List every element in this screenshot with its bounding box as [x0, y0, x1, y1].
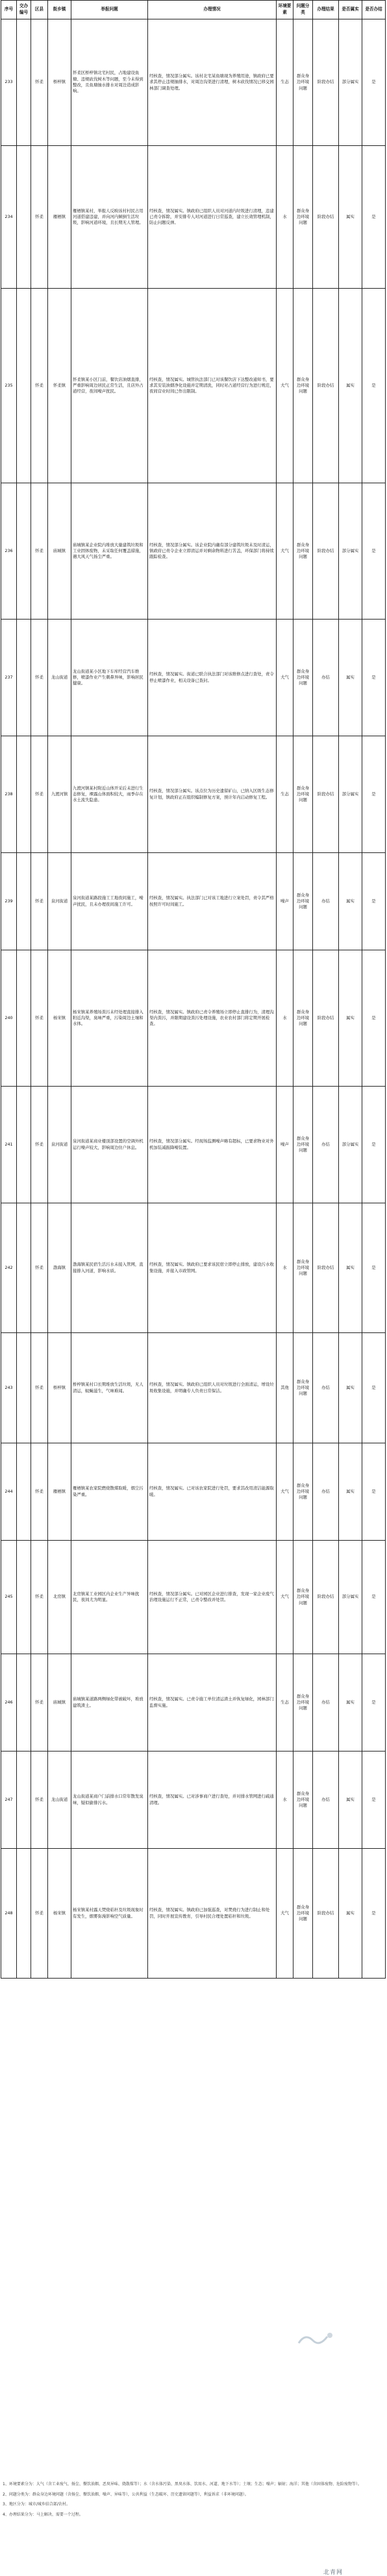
cell-outcome: 阶段办结: [313, 146, 339, 289]
cell-result: 经核查，情况部分属实。该村北宅某鱼塘现为养殖用途，镇政府已要求其停止违规抽排水，对周边沟渠进行清理，树木砍伐情况已移交园林部门调查处理。: [148, 19, 277, 146]
cell-street: 杨宋镇: [48, 950, 71, 1087]
table-row: [1, 19, 386, 146]
cell-real: 属实: [339, 1654, 362, 1751]
table-row: [1, 1654, 386, 1751]
cell-report: 怀柔区桥梓镇北宅村民，占地建设鱼塘、违规砍伐树木等问题，至今未得到整改，且鱼塘抽水排水对周边造成影响。: [71, 19, 148, 146]
cell-real: 属实: [339, 1203, 362, 1333]
cell-real: 属实: [339, 1849, 362, 1979]
cell-result: 经核查，情况属实。街道已联合执法部门对该维修点进行查处，责令停止喷漆作业，相关设备已查封。: [148, 620, 277, 736]
cell-element: 大气: [277, 1443, 293, 1541]
cell-code: [17, 1849, 31, 1979]
cell-region: 怀柔: [31, 853, 48, 950]
header-row: [1, 1, 386, 19]
handling-table: [1, 0, 386, 1979]
cell-done: 是: [362, 736, 386, 853]
cell-done: 是: [362, 1541, 386, 1654]
cell-street: 庙城镇: [48, 1654, 71, 1751]
cell-no: 242: [1, 1203, 17, 1333]
cell-report: 龙山街道某商户门前排水口常年散发臭味，疑似偷排污水。: [71, 1751, 148, 1849]
cell-region: 怀柔: [31, 736, 48, 853]
cell-street: 雁栖镇: [48, 1443, 71, 1541]
cell-type: 群众身边环境问题: [293, 1849, 313, 1979]
cell-code: [17, 853, 31, 950]
cell-street: 九渡河镇: [48, 736, 71, 853]
cell-type: 群众身边环境问题: [293, 736, 313, 853]
cell-code: [17, 1087, 31, 1203]
col-header-result: 办理情况: [148, 1, 277, 19]
cell-element: 大气: [277, 1849, 293, 1979]
cell-code: [17, 1203, 31, 1333]
col-header-street: 街乡镇: [48, 1, 71, 19]
table-row: [1, 1333, 386, 1443]
table-row: [1, 736, 386, 853]
cell-type: 群众身边环境问题: [293, 620, 313, 736]
cell-real: 属实: [339, 1443, 362, 1541]
cell-real: 属实: [339, 1333, 362, 1443]
cell-code: [17, 1541, 31, 1654]
cell-report: 渤海镇某民宿生活污水未接入管网，直接排入河道，影响水质。: [71, 1203, 148, 1333]
cell-type: 群众身边环境问题: [293, 289, 313, 483]
col-header-done: 是否办结: [362, 1, 386, 19]
table-row: [1, 950, 386, 1087]
col-header-region: 区县: [31, 1, 48, 19]
cell-region: 怀柔: [31, 1849, 48, 1979]
cell-done: 是: [362, 19, 386, 146]
cell-street: 怀柔镇: [48, 289, 71, 483]
cell-region: 怀柔: [31, 483, 48, 620]
cell-outcome: 阶段办结: [313, 736, 339, 853]
cell-type: 群众身边环境问题: [293, 1203, 313, 1333]
cell-outcome: 阶段办结: [313, 1203, 339, 1333]
cell-code: [17, 146, 31, 289]
cell-street: 龙山街道: [48, 620, 71, 736]
cell-result: 经核查，情况部分属实。该点位为历史遗留矿山，已纳入区级生态修复计划，镇政府正在组织编制修复方案，预计年内启动修复工程。: [148, 736, 277, 853]
cell-region: 怀柔: [31, 146, 48, 289]
cell-no: 233: [1, 19, 17, 146]
cell-result: 经核查，情况属实。已对该农家院进行处罚，要求其改用清洁能源取暖。: [148, 1443, 277, 1541]
cell-report: 泉河街道某商业楼顶部设置的空调外机运行噪声较大，影响周边住户休息。: [71, 1087, 148, 1203]
cell-result: 经核查，情况属实。镇政府已责令养殖场立即停止直排行为，清理沟渠内粪污，并限期建设粪污处理设施，农业农村部门将定期开展检查。: [148, 950, 277, 1087]
cell-street: 桥梓镇: [48, 1333, 71, 1443]
cell-report: 怀柔镇某小区门前，餐饮店油烟直排，严重影响周边居民正常生活，且店外占道经营，夜间噪声扰民。: [71, 289, 148, 483]
cell-type: 群众身边环境问题: [293, 1333, 313, 1443]
cell-report: 雁栖镇某农家院燃烧散煤取暖，烟尘污染严重。: [71, 1443, 148, 1541]
table-body: [1, 19, 386, 1979]
cell-done: 是: [362, 620, 386, 736]
cell-code: [17, 1751, 31, 1849]
watermark-logo-icon: [293, 2329, 339, 2351]
cell-real: 属实: [339, 620, 362, 736]
cell-street: 雁栖镇: [48, 146, 71, 289]
footnote-item: 3、地区分为：城市/城乡结合部/农村。: [3, 2502, 70, 2507]
cell-outcome: 办结: [313, 1654, 339, 1751]
cell-street: 龙山街道: [48, 1751, 71, 1849]
cell-real: 部分属实: [339, 1541, 362, 1654]
cell-region: 怀柔: [31, 1751, 48, 1849]
cell-type: 群众身边环境问题: [293, 1443, 313, 1541]
cell-report: 杨宋镇某村露天焚烧秸秆及垃圾现象时有发生，烟雾弥漫影响空气质量。: [71, 1849, 148, 1979]
cell-street: 泉河街道: [48, 853, 71, 950]
cell-type: 群众身边环境问题: [293, 19, 313, 146]
cell-real: 属实: [339, 950, 362, 1087]
cell-done: 是: [362, 146, 386, 289]
cell-outcome: 阶段办结: [313, 1541, 339, 1654]
cell-region: 怀柔: [31, 1654, 48, 1751]
cell-type: 群众身边环境问题: [293, 853, 313, 950]
cell-no: 238: [1, 736, 17, 853]
cell-type: 群众身边环境问题: [293, 1087, 313, 1203]
cell-element: 噪声: [277, 853, 293, 950]
cell-real: 部分属实: [339, 1087, 362, 1203]
footnote-item: 1、环境要素分为：大气（含工业废气、扬尘、餐饮油烟、恶臭异味、烧散煤等）；水（含水体污染、黑臭水体、饮用水、河道、地下水等）；土壤；生态；噪声；辐射；海洋；其他（含固体废物、危险废物等）。: [3, 2482, 362, 2486]
col-header-element: 环境要素: [277, 1, 293, 19]
cell-region: 怀柔: [31, 1333, 48, 1443]
cell-no: 236: [1, 483, 17, 620]
cell-no: 243: [1, 1333, 17, 1443]
table-row: [1, 1443, 386, 1541]
cell-street: 泉河街道: [48, 1087, 71, 1203]
cell-report: 北房镇某工业园区内企业生产异味扰民，夜间尤为明显。: [71, 1541, 148, 1654]
cell-street: 庙城镇: [48, 483, 71, 620]
table-row: [1, 1203, 386, 1333]
cell-element: 水: [277, 1751, 293, 1849]
cell-no: 245: [1, 1541, 17, 1654]
cell-element: 大气: [277, 483, 293, 620]
cell-street: 桥梓镇: [48, 19, 71, 146]
cell-report: 庙城镇某道路两侧绿化带被破坏，堆放建筑渣土。: [71, 1654, 148, 1751]
col-header-code: 交办编号: [17, 1, 31, 19]
cell-type: 群众身边环境问题: [293, 950, 313, 1087]
cell-code: [17, 289, 31, 483]
cell-real: 部分属实: [339, 483, 362, 620]
cell-code: [17, 483, 31, 620]
cell-region: 怀柔: [31, 1087, 48, 1203]
cell-element: 水: [277, 146, 293, 289]
cell-region: 怀柔: [31, 1203, 48, 1333]
footnote-item: 4、办理结果分为：马上解决、需要一个过程。: [3, 2512, 83, 2517]
cell-result: 经核查，情况部分属实。该企业院内确有部分建筑垃圾未及时清运，镇政府已责令企业立即清运并对剩余物料进行苫盖，环保部门将持续跟踪检查。: [148, 483, 277, 620]
cell-region: 怀柔: [31, 1443, 48, 1541]
footnote-item: 2、问题分类为：群众身边环境问题（含扬尘、餐饮油烟、噪声、异味等），公共利益（生态破坏、历史遗留问题等），利益诉求（非环境问题）。: [3, 2492, 249, 2497]
cell-no: 247: [1, 1751, 17, 1849]
cell-real: 属实: [339, 1751, 362, 1849]
cell-code: [17, 1333, 31, 1443]
cell-no: 234: [1, 146, 17, 289]
cell-no: 237: [1, 620, 17, 736]
cell-result: 经核查，情况属实。镇政府已要求该民宿立即停止排放，建设污水收集设施，并接入市政管网。: [148, 1203, 277, 1333]
cell-element: 大气: [277, 620, 293, 736]
cell-street: 渤海镇: [48, 1203, 71, 1333]
col-header-report: 举报问题: [71, 1, 148, 19]
cell-element: 水: [277, 1203, 293, 1333]
cell-outcome: 办结: [313, 1333, 339, 1443]
cell-report: 雁栖镇某村，举报人反映该村村民占用河道搭建违建，并向河内倾倒生活垃圾，影响河道环境，且长期无人管理。: [71, 146, 148, 289]
cell-region: 怀柔: [31, 289, 48, 483]
cell-done: 是: [362, 950, 386, 1087]
cell-report: 龙山街道某小区地下车库经营汽车维修，喷漆作业产生刺鼻异味，影响居民健康。: [71, 620, 148, 736]
cell-result: 经核查，情况属实。镇政府已组织人员对垃圾进行全面清运，增设垃圾收集设施，并明确专人负责日常保洁。: [148, 1333, 277, 1443]
cell-element: 大气: [277, 289, 293, 483]
cell-done: 是: [362, 1849, 386, 1979]
cell-region: 怀柔: [31, 19, 48, 146]
cell-result: 经核查，情况部分属实。经现场监测噪声略有超标，已要求物业对外机加装减振降噪装置。: [148, 1087, 277, 1203]
cell-outcome: 办结: [313, 1443, 339, 1541]
cell-element: 生态: [277, 1654, 293, 1751]
table-row: [1, 289, 386, 483]
cell-real: 属实: [339, 146, 362, 289]
table-row: [1, 1541, 386, 1654]
table-row: [1, 483, 386, 620]
cell-type: 群众身边环境问题: [293, 146, 313, 289]
cell-element: 生态: [277, 19, 293, 146]
cell-element: 生态: [277, 736, 293, 853]
cell-no: 239: [1, 853, 17, 950]
cell-outcome: 办结: [313, 853, 339, 950]
cell-code: [17, 620, 31, 736]
cell-real: 部分属实: [339, 736, 362, 853]
cell-code: [17, 950, 31, 1087]
cell-street: 北房镇: [48, 1541, 71, 1654]
cell-done: 是: [362, 1203, 386, 1333]
cell-outcome: 阶段办结: [313, 1849, 339, 1979]
cell-outcome: 办结: [313, 1087, 339, 1203]
cell-street: 杨宋镇: [48, 1849, 71, 1979]
cell-done: 是: [362, 853, 386, 950]
cell-no: 241: [1, 1087, 17, 1203]
cell-result: 经核查，情况属实。城管执法部门已对该餐饮店下达整改通知书，要求其安装油烟净化设施并定期清洗，同时对占道经营行为进行规范，夜间营业时间已作出限制。: [148, 289, 277, 483]
cell-no: 246: [1, 1654, 17, 1751]
watermark-brand: 北青网: [323, 2570, 343, 2576]
cell-result: 经核查，情况属实。已对涉事商户进行查处，并对排水管网进行疏通清理。: [148, 1751, 277, 1849]
cell-no: 248: [1, 1849, 17, 1979]
cell-type: 群众身边环境问题: [293, 483, 313, 620]
footnotes: [3, 2481, 384, 2522]
cell-result: 经核查，情况部分属实。已对园区企业进行排查，发现一家企业废气治理设施运行不正常，已责令整改并处罚。: [148, 1541, 277, 1654]
cell-outcome: 办结: [313, 620, 339, 736]
cell-region: 怀柔: [31, 950, 48, 1087]
cell-outcome: 阶段办结: [313, 950, 339, 1087]
cell-element: 其他: [277, 1333, 293, 1443]
cell-report: 杨宋镇某养殖场粪污未经处理直接排入附近沟渠，臭味严重，污染周边土壤和水体。: [71, 950, 148, 1087]
cell-done: 是: [362, 1654, 386, 1751]
cell-real: 属实: [339, 853, 362, 950]
col-header-type: 问题分类: [293, 1, 313, 19]
cell-result: 经核查，情况属实。已责令施工单位清运渣土并恢复绿化，园林部门监督实施。: [148, 1654, 277, 1751]
cell-no: 240: [1, 950, 17, 1087]
cell-code: [17, 19, 31, 146]
cell-element: 大气: [277, 1541, 293, 1654]
col-header-outcome: 办理结果: [313, 1, 339, 19]
cell-result: 经核查，情况属实。镇政府已加强巡查，对焚烧行为进行制止和处罚，同时开展宣传教育，引导村民合理处置秸秆和垃圾。: [148, 1849, 277, 1979]
cell-done: 是: [362, 1333, 386, 1443]
table-row: [1, 1849, 386, 1979]
table-row: [1, 146, 386, 289]
cell-done: 是: [362, 289, 386, 483]
cell-done: 是: [362, 483, 386, 620]
cell-type: 群众身边环境问题: [293, 1541, 313, 1654]
cell-report: 庙城镇某企业院内堆放大量建筑垃圾和工业固体废物，未采取任何覆盖措施，遇大风天气扬尘严重。: [71, 483, 148, 620]
cell-type: 群众身边环境问题: [293, 1751, 313, 1849]
cell-outcome: 办结: [313, 1751, 339, 1849]
cell-real: 属实: [339, 289, 362, 483]
cell-outcome: 阶段办结: [313, 19, 339, 146]
cell-type: 群众身边环境问题: [293, 1654, 313, 1751]
cell-code: [17, 1443, 31, 1541]
col-header-real: 是否属实: [339, 1, 362, 19]
cell-region: 怀柔: [31, 620, 48, 736]
cell-code: [17, 736, 31, 853]
cell-no: 244: [1, 1443, 17, 1541]
col-header-no: 序号: [1, 1, 17, 19]
cell-report: 泉河街道某路段施工工地夜间施工，噪声扰民，且未办理夜间施工许可。: [71, 853, 148, 950]
cell-report: 桥梓镇某村口长期堆放生活垃圾，无人清运，蚊蝇滋生，气味难闻。: [71, 1333, 148, 1443]
cell-region: 怀柔: [31, 1541, 48, 1654]
table-row: [1, 1087, 386, 1203]
cell-code: [17, 1654, 31, 1751]
cell-element: 噪声: [277, 1087, 293, 1203]
table-row: [1, 620, 386, 736]
cell-outcome: 阶段办结: [313, 483, 339, 620]
cell-result: 经核查，情况属实。镇政府已组织人员对河道内垃圾进行清理，违建已责令拆除，并安排专人对河道进行日常巡查，建立长效管理机制，防止问题反弹。: [148, 146, 277, 289]
cell-real: 部分属实: [339, 19, 362, 146]
cell-outcome: 阶段办结: [313, 289, 339, 483]
table-row: [1, 1751, 386, 1849]
cell-no: 235: [1, 289, 17, 483]
cell-done: 是: [362, 1443, 386, 1541]
cell-report: 九渡河镇某村附近山体开采后未进行生态修复，裸露山体面积较大，雨季存在水土流失隐患。: [71, 736, 148, 853]
cell-result: 经核查，情况属实。执法部门已对该工地进行立案处罚，责令其严格按照许可时间施工。: [148, 853, 277, 950]
cell-element: 水: [277, 950, 293, 1087]
table-row: [1, 853, 386, 950]
cell-done: 是: [362, 1087, 386, 1203]
cell-done: 是: [362, 1751, 386, 1849]
